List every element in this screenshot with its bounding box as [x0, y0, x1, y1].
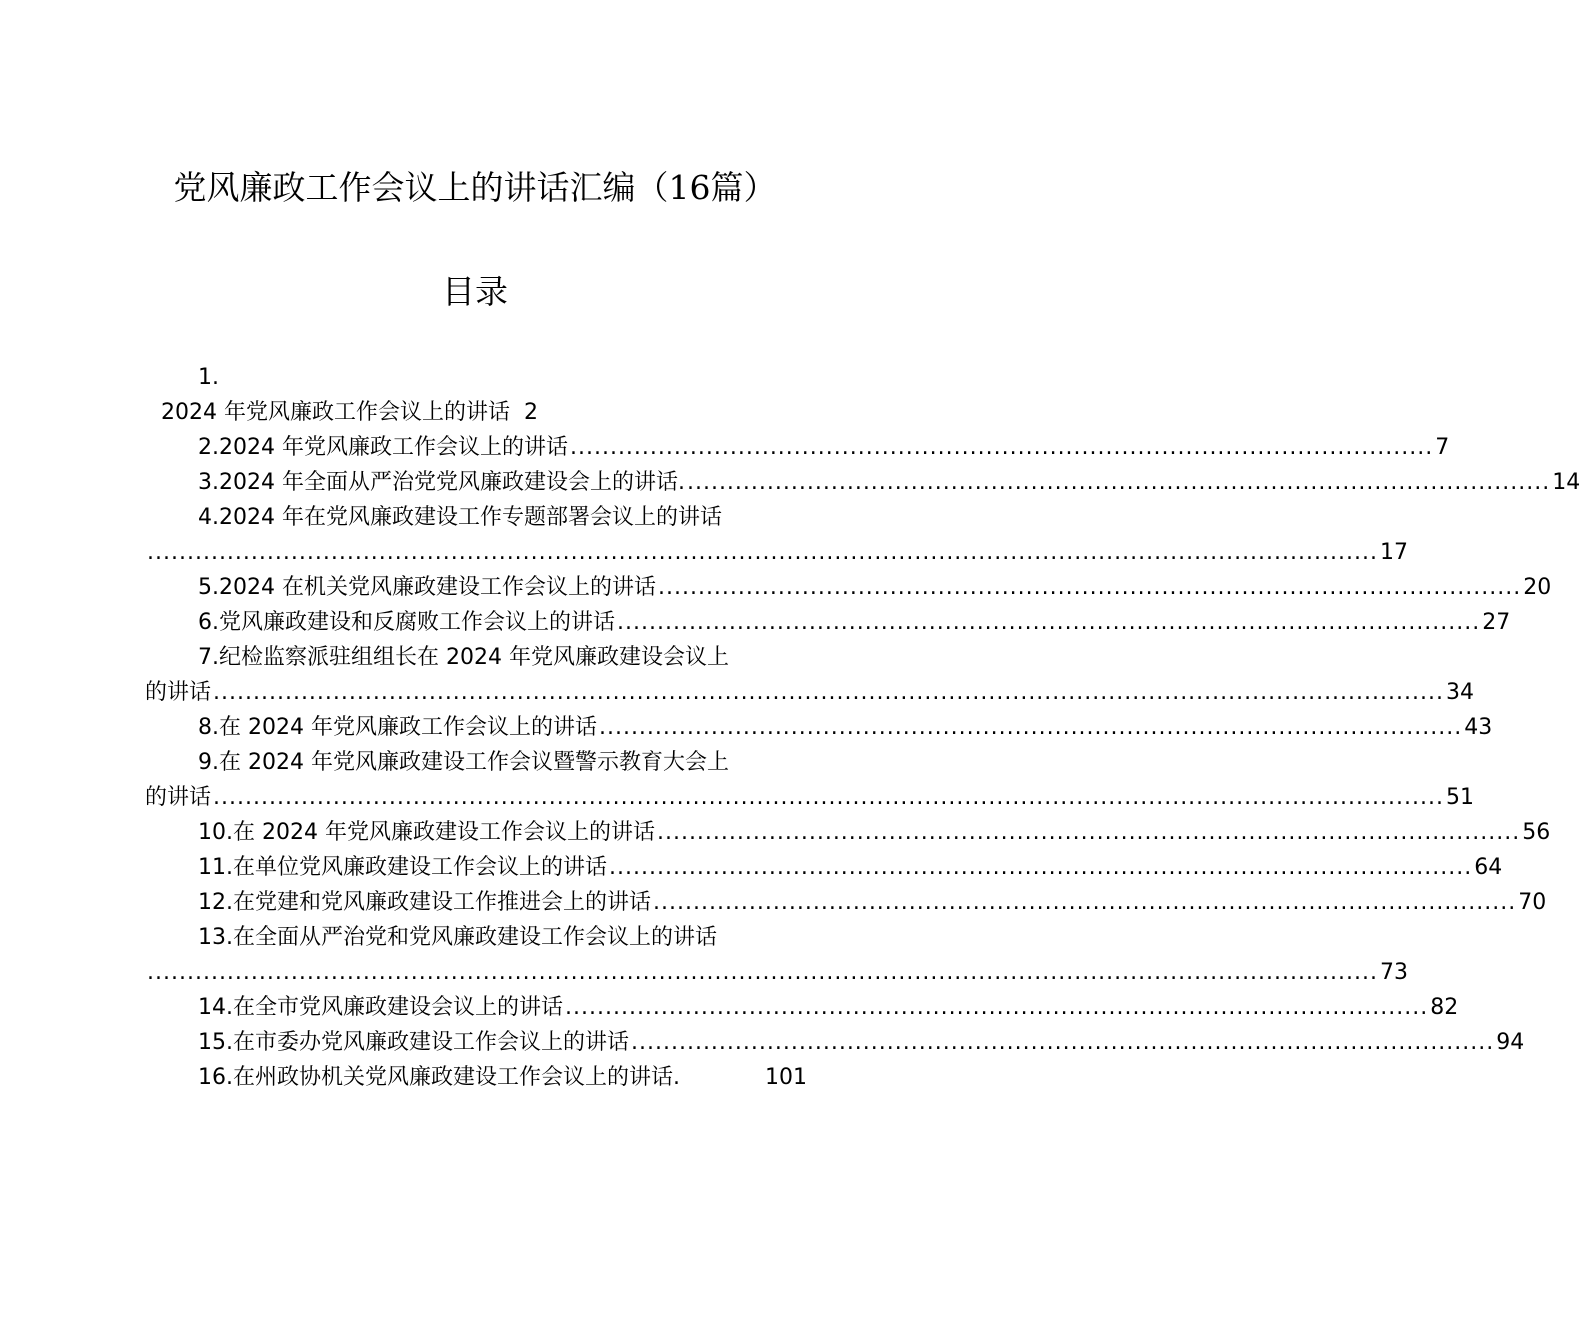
toc-leader-dots: ............................................................................................................: [686, 470, 1551, 495]
toc-entry-page: 14: [1552, 470, 1580, 495]
title-suffix: 篇）: [710, 168, 777, 207]
toc-entry-9[interactable]: [145, 745, 807, 780]
toc-entry-4[interactable]: [145, 500, 807, 535]
toc-entry-9-continuation[interactable]: [145, 780, 1474, 815]
toc-entry-page: 27: [1482, 610, 1511, 635]
toc-leader-dots: ..........................................................................................................................................................: [213, 785, 1444, 810]
toc-entry-1-number[interactable]: 1.: [198, 365, 219, 390]
toc-entry-page: 51: [1445, 785, 1474, 810]
toc-leader-dots: ............................................................................................................: [609, 855, 1473, 880]
title-count: 16: [668, 168, 711, 207]
toc-entry-page: 64: [1474, 855, 1503, 880]
toc-entry-7[interactable]: [145, 640, 807, 675]
toc-entry-title: 11.在单位党风廉政建设工作会议上的讲话: [198, 855, 607, 880]
toc-entry-title: 2024 年党风廉政工作会议上的讲话: [161, 400, 510, 425]
title-text: 党风廉政工作会议上的讲话汇编（: [173, 168, 669, 207]
toc-entry-page: 17: [1379, 540, 1408, 565]
toc-entry-page: 94: [1496, 1030, 1525, 1055]
toc-entry-title: 15.在市委办党风廉政建设工作会议上的讲话: [198, 1030, 629, 1055]
toc-leader-dots: ............................................................................................................: [657, 575, 1522, 600]
toc-leader-dots: ..........................................................................................................................................................: [213, 680, 1444, 705]
toc-leader-dots: ............................................................................................................: [656, 820, 1521, 845]
toc-entry-16[interactable]: [145, 1060, 807, 1095]
toc-entry-page: 70: [1518, 890, 1547, 915]
toc-entry-5[interactable]: [145, 570, 1552, 605]
toc-entry-13-continuation[interactable]: [145, 955, 1408, 990]
toc-entry-title: 6.党风廉政建设和反腐败工作会议上的讲话: [198, 610, 615, 635]
toc-entry-11[interactable]: [145, 850, 1503, 885]
toc-entry-1[interactable]: [145, 395, 807, 430]
toc-entry-page: 34: [1445, 680, 1474, 705]
toc-entry-6[interactable]: [145, 605, 1511, 640]
toc-entry-7-continuation[interactable]: [145, 675, 1474, 710]
toc-entry-title-cont: 的讲话: [145, 785, 212, 810]
toc-entry-page: 56: [1522, 820, 1551, 845]
toc-entry-15[interactable]: [145, 1025, 1525, 1060]
toc-entry-title: 12.在党建和党风廉政建设工作推进会上的讲话: [198, 890, 651, 915]
toc-leader-dots: ............................................................................................................: [653, 890, 1517, 915]
toc-leader-dots: ............................................................................................................: [631, 1030, 1495, 1055]
toc-entry-title: 3.2024 年全面从严治党党风廉政建设会上的讲话.: [198, 470, 685, 495]
toc-entry-title: 7.纪检监察派驻组组长在 2024 年党风廉政建设会议上: [198, 645, 729, 670]
toc-entry-13[interactable]: [145, 920, 807, 955]
document-title: [0, 163, 950, 213]
table-of-contents: [145, 360, 1580, 1095]
toc-entry-title: 2.2024 年党风廉政工作会议上的讲话: [198, 435, 568, 460]
toc-leader-dots: ..........................................................................................................................................................: [147, 540, 1378, 565]
toc-entry-14[interactable]: [145, 990, 1459, 1025]
toc-entry-title: 13.在全面从严治党和党风廉政建设工作会议上的讲话: [198, 925, 717, 950]
toc-leader-dots: ..........................................................................................................................................................: [147, 960, 1378, 985]
toc-entry-10[interactable]: [145, 815, 1551, 850]
toc-leader-dots: ............................................................................................................: [617, 610, 1481, 635]
toc-leader-dots: ............................................................................................................: [569, 435, 1434, 460]
toc-entry-2[interactable]: [145, 430, 1450, 465]
toc-entry-page: 20: [1523, 575, 1552, 600]
toc-entry-title: 8.在 2024 年党风廉政工作会议上的讲话: [198, 715, 597, 740]
toc-entry-page: 101: [765, 1065, 807, 1090]
toc-entry-3[interactable]: [145, 465, 1580, 500]
toc-entry-8[interactable]: [145, 710, 1493, 745]
toc-entry-page: 7: [1435, 435, 1450, 460]
toc-heading: 目录: [442, 272, 508, 311]
toc-entry-4-continuation[interactable]: [145, 535, 1408, 570]
toc-entry-title: 4.2024 年在党风廉政建设工作专题部署会议上的讲话: [198, 505, 722, 530]
toc-entry-title: 16.在州政协机关党风廉政建设工作会议上的讲话.: [198, 1065, 680, 1090]
toc-entry-page: 73: [1379, 960, 1408, 985]
toc-leader-dots: ............................................................................................................: [565, 995, 1429, 1020]
toc-entry-title-cont: 的讲话: [145, 680, 212, 705]
toc-entry-page: 82: [1430, 995, 1459, 1020]
toc-entry-page: 2: [523, 400, 538, 425]
toc-entry-page: 43: [1464, 715, 1493, 740]
toc-entry-title: 14.在全市党风廉政建设会议上的讲话: [198, 995, 563, 1020]
toc-entry-title: 10.在 2024 年党风廉政建设工作会议上的讲话: [198, 820, 655, 845]
toc-leader-dots: ............................................................................................................: [598, 715, 1463, 740]
toc-entry-title: 5.2024 在机关党风廉政建设工作会议上的讲话: [198, 575, 656, 600]
toc-entry-12[interactable]: [145, 885, 1547, 920]
toc-entry-title: 9.在 2024 年党风廉政建设工作会议暨警示教育大会上: [198, 750, 729, 775]
